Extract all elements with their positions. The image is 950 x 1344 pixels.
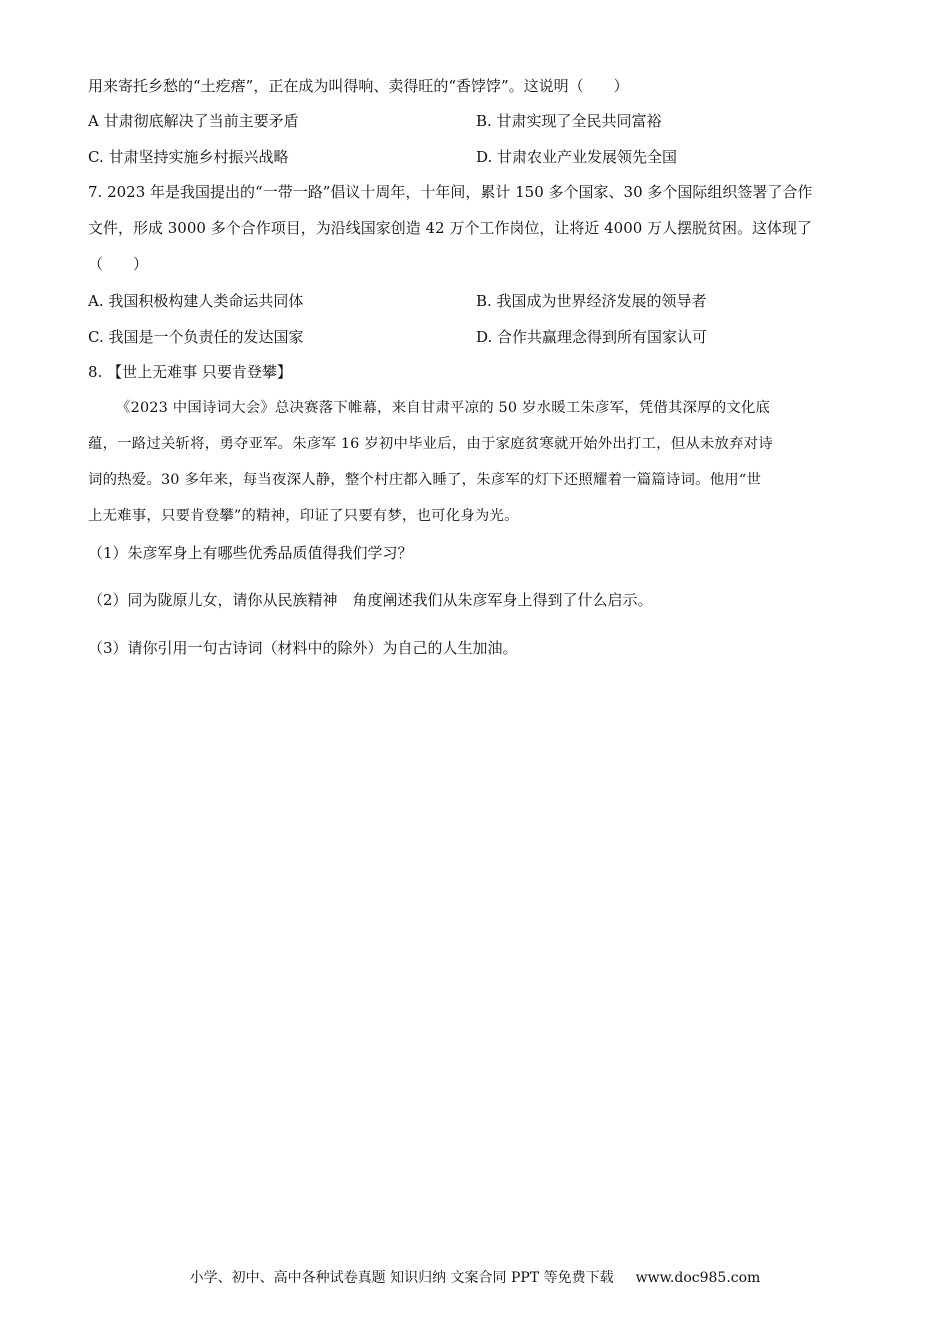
q6-option-d: D. 甘肃农业产业发展领先全国 [476,148,678,166]
footer-url[interactable]: www.doc985.com [635,1270,761,1286]
footer-text: 小学、初中、高中各种试卷真题 知识归纳 文案合同 PPT 等免费下载 [189,1270,614,1286]
q6-option-a: A 甘肃彻底解决了当前主要矛盾 [88,112,299,130]
q7-option-c: C. 我国是一个负责任的发达国家 [88,328,304,346]
q7-option-d: D. 合作共赢理念得到所有国家认可 [476,328,708,346]
q6-stem-tail: 用来寄托乡愁的“土疙瘩”，正在成为叫得响、卖得旺的“香饽饽”。这说明（ ） [88,77,629,95]
q8-material-line-3: 词的热爱。30 多年来，每当夜深人静，整个村庄都入睡了，朱彦军的灯下还照耀着一篇篇诗词。他用“世 [88,472,762,488]
q8-material-line-1: 《2023 中国诗词大会》总决赛落下帷幕，来自甘肃平凉的 50 岁水暖工朱彦军，凭借其深厚的文化底 [116,400,771,416]
q6-option-b: B. 甘肃实现了全民共同富裕 [476,112,662,130]
q8-subquestion-2: （2）同为陇原儿女，请你从民族精神 角度阐述我们从朱彦军身上得到了什么启示。 [88,591,653,609]
q7-stem-line-1: 7. 2023 年是我国提出的“一带一路”倡议十周年，十年间，累计 150 多个国家、30 多个国际组织签署了合作 [88,183,813,201]
q7-option-b: B. 我国成为世界经济发展的领导者 [476,292,707,310]
q7-stem-line-3: （ ） [88,255,149,273]
page-footer [0,1268,950,1288]
q8-subquestion-3: （3）请你引用一句古诗词（材料中的除外）为自己的人生加油。 [88,639,518,657]
q8-material-line-2: 蕴，一路过关斩将，勇夺亚军。朱彦军 16 岁初中毕业后，由于家庭贫寒就开始外出打工，但从未放弃对诗 [88,436,773,452]
q7-stem-line-2: 文件，形成 3000 多个合作项目，为沿线国家创造 42 万个工作岗位，让将近 4000 万人摆脱贫困。这体现了 [88,219,813,237]
q7-option-a: A. 我国积极构建人类命运共同体 [88,292,304,310]
q8-material-line-4: 上无难事，只要肯登攀”的精神，印证了只要有梦，也可化身为光。 [88,508,519,524]
q8-subquestion-1: （1）朱彦军身上有哪些优秀品质值得我们学习？ [88,544,413,562]
q8-title: 8. 【世上无难事 只要肯登攀】 [88,363,292,381]
q6-option-c: C. 甘肃坚持实施乡村振兴战略 [88,148,289,166]
